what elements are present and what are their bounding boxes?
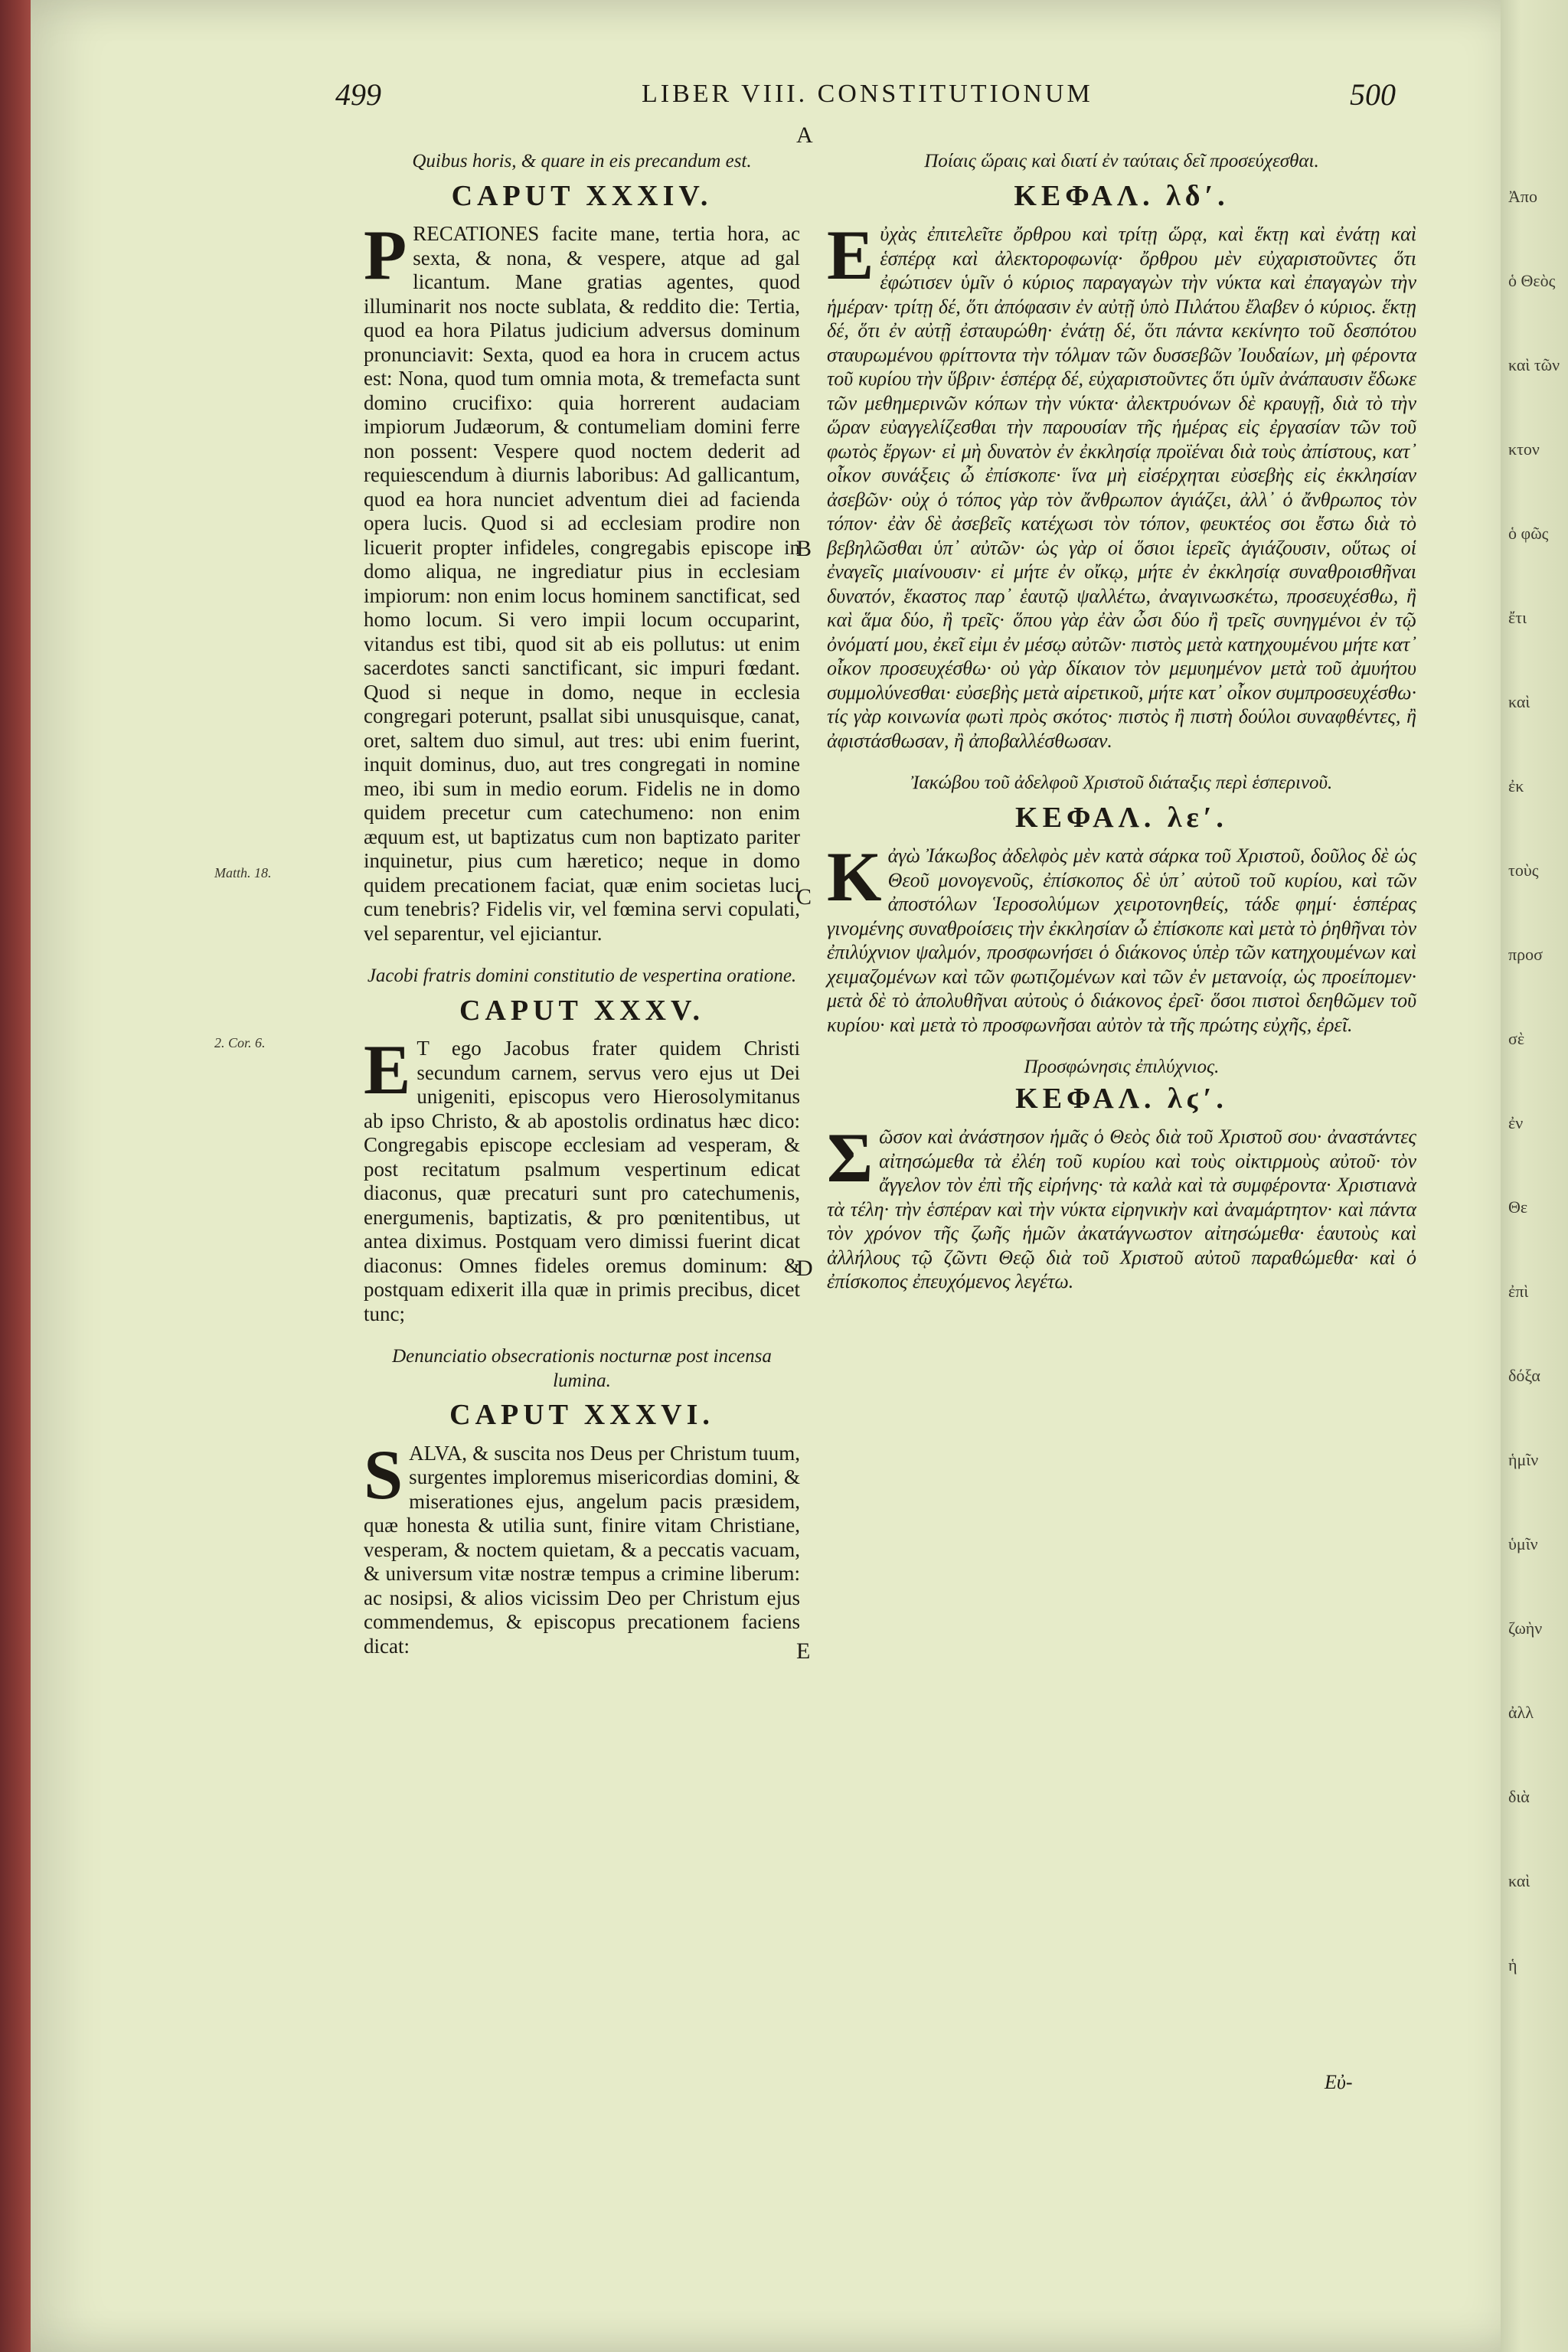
margin-note-corinthians: 2. Cor. 6. <box>214 1035 266 1050</box>
column-letter-a: A <box>796 122 813 148</box>
greek-rubric-36: Προσφώνησις ἐπιλύχνιος. <box>1024 1057 1220 1077</box>
margin-note-matthew: Matth. 18. <box>214 865 272 880</box>
latin-chapter-36-heading: CAPUT XXXVI. <box>449 1399 714 1431</box>
paragraph-text: ALVA, & suscita nos Deus per Christum tuum, surgentes imploremus misericordias domini, & miserationes ejus, angelum pacis præsidem, quæ honesta & utilia sunt, finire vitam Christiane, vesperam, & noctem quietam, & a peccatis vacuam, & universum vitæ nostræ tempus a crimine liberum: ac nosipsi, & alios vicissim Deo per Christum ejus commendemus, & episcopus precationem faciens dicat: <box>364 1441 800 1658</box>
book-page-spread <box>31 0 1531 2352</box>
adjacent-page-fragment: καὶ <box>1508 692 1530 711</box>
adjacent-page-fragment: ζωὴν <box>1508 1619 1543 1638</box>
greek-chapter-34-heading: ΚΕΦΑΛ. λδʹ. <box>1014 179 1230 212</box>
drop-cap: Ε <box>827 216 874 294</box>
adjacent-page-edge <box>1501 0 1568 2352</box>
paragraph-text: ἀγὼ Ἰάκωβος ἀδελφὸς μὲν κατὰ σάρκα τοῦ Χριστοῦ, δοῦλος δὲ ὡς Θεοῦ μονογενοῦς, ἐπίσκοπος δὲ ὑπ᾽ αὐτοῦ τοῦ κυρίου, καὶ τῶν ἀποστόλων Ἱεροσολύμων χειροτονηθείς, τάδε φημί· ἑσπέρας γινομένης συναθροίσεις τὴν ἐκκλησίαν ὦ ἐπίσκοπε καὶ μετὰ τὸ ῥηθῆναι τὸν ἐπιλύχνιον ψαλμόν, προσφωνήσει ὁ διάκονος ὑπὲρ τῶν κατηχουμένων καὶ χειμαζομένων καὶ τῶν φωτιζομένων καὶ τῶν ἐν μετανοίᾳ, ὡς προείπομεν· μετὰ δὲ τὸ ἀπολυθῆναι αὐτοὺς ὁ διάκονος ἐρεῖ· ὅσοι πιστοὶ δεηθῶμεν τοῦ κυρίου· καὶ μετὰ τὸ προσφωνῆσαι αὐτὸν τὰ τῆς πρώτης εὐχῆς, ἐρεῖ. <box>827 844 1416 1036</box>
adjacent-page-fragment: προσ <box>1508 945 1543 964</box>
greek-chapter-35-text <box>827 838 1416 1037</box>
adjacent-page-fragment: Θε <box>1508 1197 1528 1217</box>
latin-chapter-34-heading: CAPUT XXXIV. <box>451 179 713 212</box>
adjacent-page-fragment: ὁ φῶς <box>1508 524 1549 543</box>
paragraph-text: RECATIONES facite mane, tertia hora, ac sexta, & nona, & vespere, atque ad gal licantum. Mane gratias agentes, quod illuminarit nos nocte sublata, & reddito die: Tertia, quod ea hora Pilatus judicium adversus dominum pronunciavit: Sexta, quod ea hora in crucem actus est: Nona, quod tum omnia mota, & tremefacta sunt domino crucifixo: quia horrerent audaciam impiorum Judæorum, & contumeliam domini ferre non possent: Vespere quod noctem dederit ad requiescendum à diurnis laboribus: Ad gallicantum, quod ea hora nunciet adventum diei ad facienda opera lucis. Quod si ad ecclesiam prodire non licuerit propter infideles, congregabis episcope in domo aliqua, ne ingrediatur pius in ecclesiam impiorum: non enim locus hominem sanctificat, sed homo locum. Si vero impii locum occuparint, vitandus est tibi, quod sit ab eis pollutus: ut enim sacerdotes sancti sanctificant, sic impuri fœdant. Quod si neque in domo, neque in ecclesia congregari poterunt, psallat sibi unusquisque, canat, oret, saltem duo simul, aut tres: ubi enim fuerint, inquit dominus, duo, aut tres congregati in nomine meo, ibi sum in medio eorum. Fidelis ne in domo quidem precetur cum catechumeno: non enim æquum est, ut baptizatus cum non baptizato pariter inquinetur, pius cum hæretico; neque in domo quidem precationem faciat, quæ enim societas luci cum tenebris? Fidelis vir, vel fœmina servi copulati, vel separentur, vel ejiciantur. <box>364 222 800 945</box>
adjacent-page-fragment: δόξα <box>1508 1366 1540 1385</box>
paragraph-text: ῶσον καὶ ἀνάστησον ἡμᾶς ὁ Θεὸς διὰ τοῦ Χριστοῦ σου· ἀναστάντες αἰτησώμεθα τὰ ἐλέη τοῦ κυρίου καὶ τοὺς οἰκτιρμοὺς αὐτοῦ· τὸν ἄγγελον τὸν ἐπὶ τῆς εἰρήνης· τὰ καλὰ καὶ τὰ συμφέροντα· Χριστιανὰ τὰ τέλη· τὴν ἑσπέραν καὶ τὴν νύκτα εἰρηνικὴν καὶ ἀναμάρτητον· καὶ πάντα τὸν χρόνον τῆς ζωῆς ἡμῶν ἀκατάγνωστον αἰτησώμεθα· ἑαυτοὺς καὶ ἀλλήλους τῷ ζῶντι Θεῷ διὰ τοῦ Χριστοῦ αὐτοῦ παραθώμεθα· καὶ ὁ ἐπίσκοπος ἐπευχόμενος λεγέτω. <box>827 1125 1416 1292</box>
paragraph-text: ὐχὰς ἐπιτελεῖτε ὄρθρου καὶ τρίτῃ ὥρᾳ, καὶ ἕκτῃ καὶ ἐνάτῃ καὶ ἑσπέρᾳ καὶ ἀλεκτοροφωνίᾳ· ὄρθρου μὲν εὐχαριστοῦντες ὅτι ἐφώτισεν ὑμῖν ὁ κύριος παραγαγὼν τὴν νύκτα καὶ ἐπαγαγὼν τὴν ἡμέραν· τρίτῃ δέ, ὅτι ἀπόφασιν ἐν αὐτῇ ὑπὸ Πιλάτου ἔλαβεν ὁ κύριος. ἕκτῃ δέ, ὅτι ἐν αὐτῇ ἐσταυρώθη· ἐνάτῃ δέ, ὅτι πάντα κεκίνητο τοῦ δεσπότου σταυρωμένου φρίττοντα τὴν τόλμαν τῶν δυσσεβῶν Ἰουδαίων, μὴ φέροντα τοῦ κυρίου τὴν ὕβριν· ἑσπέρᾳ δέ, εὐχαριστοῦντες ὅτι ὑμῖν ἀνάπαυσιν ἔδωκε τῶν μεθημερινῶν κόπων τὴν νύκτα· ἀλεκτρυόνων δὲ κραυγῇ, διὰ τὸ τὴν ὥραν εὐαγγελίζεσθαι τὴν παρουσίαν τῆς ἡμέρας εἰς ἐργασίαν τῶν τοῦ φωτὸς ἔργων· εἰ μὴ δυνατὸν ἐν ἐκκλησίᾳ προϊέναι διὰ τοὺς ἀπίστους, κατ᾽ οἶκον συνάξεις ὦ ἐπίσκοπε· ἵνα μὴ εἰσέρχηται εὐσεβὴς εἰς ἐκκλησίαν ἀσεβῶν· οὐχ ὁ τόπος γὰρ τὸν ἄνθρωπον ἁγιάζει, ἀλλ᾽ ὁ ἄνθρωπος τὸν τόπον· ἐὰν δὲ ἀσεβεῖς κατέχωσι τὸν τόπον, φευκτέος σοι ἔστω διὰ τὸ βεβηλῶσθαι ὑπ᾽ αὐτῶν· ὡς γὰρ οἱ ὅσιοι ἱερεῖς ἁγιάζουσιν, οὕτως οἱ ἐναγεῖς μιαίνουσιν· εἰ μήτε ἐν οἴκῳ, μήτε ἐν ἐκκλησίᾳ συναθροισθῆναι δυνατόν, ἕκαστος παρ᾽ ἑαυτῷ ψαλλέτω, ἀναγινωσκέτω, προσευχέσθω, ἢ καὶ ἅμα δύο, ἢ τρεῖς· ὅπου γὰρ ἐὰν ὦσι δύο ἢ τρεῖς συνηγμένοι ἐν τῷ ὀνόματί μου, ἐκεῖ εἰμι ἐν μέσῳ αὐτῶν· πιστὸς μετὰ κατηχουμένου μήτε κατ᾽ οἶκον προσευχέσθω· οὐ γὰρ δίκαιον τὸν μεμυημένον μετὰ τοῦ ἀμυήτου συμμολύνεσθαι· εὐσεβὴς μετὰ αἱρετικοῦ, μήτε κατ᾽ οἶκον συμπροσευχέσθω· τίς γὰρ κοινωνία φωτὶ πρὸς σκότος· πιστὸς ἢ πιστὴ δούλοι συναφθέντες, ἢ ἀφιστάσθωσαν, ἢ ἀποβαλλέσθωσαν. <box>827 223 1416 752</box>
latin-chapter-35-text <box>364 1031 800 1326</box>
latin-rubric-34: Quibus horis, & quare in eis precandum est. <box>412 151 752 172</box>
column-letter-b: B <box>796 536 812 561</box>
latin-rubric-35: Jacobi fratris domini constitutio de vespertina oratione. <box>367 965 797 986</box>
adjacent-page-fragment: ἔτι <box>1508 608 1527 627</box>
greek-rubric-34: Ποίαις ὥραις καὶ διατί ἐν ταύταις δεῖ προσεύχεσθαι. <box>924 151 1319 172</box>
adjacent-page-fragment: ἐκ <box>1508 776 1524 795</box>
adjacent-page-fragment: τοὺς <box>1508 861 1539 880</box>
catchword: Εὐ- <box>1325 2071 1353 2093</box>
column-letter-e: E <box>796 1638 811 1664</box>
latin-chapter-35-heading: CAPUT XXXV. <box>459 994 705 1027</box>
greek-rubric-35: Ἰακώβου τοῦ ἀδελφοῦ Χριστοῦ διάταξις περὶ ἑσπερινοῦ. <box>910 773 1333 793</box>
latin-chapter-34-text <box>364 216 800 946</box>
page-header <box>335 77 1426 122</box>
adjacent-page-fragment: ἡμῖν <box>1508 1450 1539 1469</box>
latin-rubric-36: Denunciatio obsecrationis nocturnæ post incensa lumina. <box>392 1346 772 1391</box>
column-letter-d: D <box>796 1256 813 1281</box>
adjacent-page-fragment: ὁ Θεὸς <box>1508 271 1556 290</box>
adjacent-page-fragment: καὶ τῶν <box>1508 355 1560 374</box>
column-letter-c: C <box>796 884 812 910</box>
greek-chapter-34-text <box>827 216 1416 753</box>
drop-cap: S <box>364 1435 403 1514</box>
adjacent-page-fragment: διὰ <box>1508 1787 1530 1806</box>
page-number-left: 499 <box>335 77 381 112</box>
drop-cap: Σ <box>827 1119 874 1197</box>
latin-column <box>364 149 800 1677</box>
adjacent-page-fragment: κτον <box>1508 439 1540 459</box>
adjacent-page-fragment: ὑμῖν <box>1508 1534 1538 1553</box>
adjacent-page-fragment: ἐπὶ <box>1508 1282 1529 1301</box>
book-binding-edge <box>0 0 31 2352</box>
page-number-right: 500 <box>1350 77 1396 112</box>
greek-chapter-36-heading: ΚΕΦΑΛ. λϛʹ. <box>1015 1082 1228 1115</box>
adjacent-page-fragment: ἀλλ <box>1508 1703 1534 1722</box>
adjacent-page-fragment: σὲ <box>1508 1029 1525 1048</box>
drop-cap: P <box>364 216 407 294</box>
drop-cap: E <box>364 1031 411 1109</box>
greek-chapter-36-text <box>827 1119 1416 1294</box>
adjacent-page-fragment: Ἀπο <box>1508 187 1537 206</box>
running-title: LIBER VIII. CONSTITUTIONUM <box>642 80 1093 108</box>
greek-column <box>827 149 1416 1312</box>
drop-cap: Κ <box>827 838 882 916</box>
adjacent-page-fragment: ἐν <box>1508 1113 1524 1132</box>
adjacent-page-fragment: καὶ <box>1508 1871 1530 1890</box>
paragraph-text: T ego Jacobus frater quidem Christi secundum carnem, servus vero ejus ut Dei unigeniti, episcopus vero Hierosolymitanus ab ipso Christo, & ab apostolis ordinatus hæc dico: Congregabis episcope ecclesiam ad vesperam, & post recitatum psalmum vespertinum edicat diaconus, quæ precaturi sunt pro catechumenis, energumenis, baptizatis, & pro pœnitentibus, ut antea diximus. Postquam vero dimissi fuerint dicat diaconus: Omnes fideles oremus dominum: & postquam edixerit illa quæ in primis precibus, dicet tunc; <box>364 1037 800 1325</box>
greek-chapter-35-heading: ΚΕΦΑΛ. λεʹ. <box>1015 801 1228 834</box>
adjacent-page-fragment: ἡ <box>1508 1955 1517 1975</box>
latin-chapter-36-text <box>364 1435 800 1659</box>
